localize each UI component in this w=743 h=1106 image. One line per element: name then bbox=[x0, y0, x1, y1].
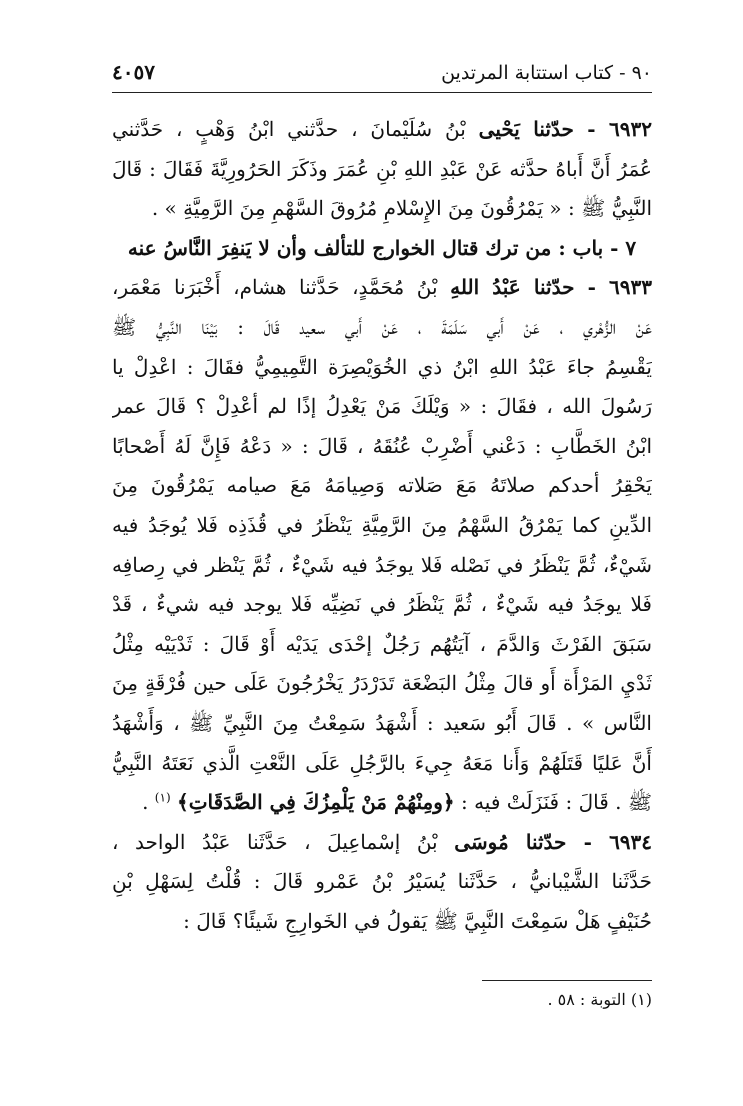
text-line: عَنْ الزُّهْري ، عَنْ أَبي سَلَمَةَ ، عَنْ أَبي سعيد قَالَ : بَيْنَا النَّبِيُّ ﷺ bbox=[112, 314, 652, 339]
text-line: يَحْقِرُ أحدكم صلاتَهُ مَعَ صَلاته وَصِيامَهُ مَعَ صيامه يَمْرُقُونَ مِنَ bbox=[112, 473, 652, 498]
text-line: سَبَقَ الفَرْثَ وَالدَّمَ ، آيَتُهُم رَجُلٌ إحْدَى يَدَيْه أَوْ قَالَ : ثَدْيَيْه مِثْلُ bbox=[112, 631, 652, 656]
line-text: بْنُ مُحَمَّدٍ، حَدَّثنا هشام، أَخْبَرَنا مَعْمَر، bbox=[112, 275, 438, 300]
text-line: النَّاس » . قَالَ أَبُو سَعيد : أَشْهَدُ سَمِعْتُ مِنَ النَّبِيِّ ﷺ ، وَأَشْهَدُ bbox=[112, 710, 652, 735]
text-line bbox=[112, 110, 652, 150]
text-line bbox=[112, 268, 652, 308]
quran-verse: ﴿ومِنْهُمْ مَنْ يَلْمِزُكَ فِي الصَّدَقَاتِ﴾ bbox=[176, 790, 455, 815]
text-line: الدِّينِ كما يَمْرُقُ السَّهْمُ مِنَ الرَّمِيَّةِ يَنْظَرُ في قُذَذِه فَلا يُوجَدُ فيه bbox=[112, 512, 652, 537]
text-line: يَقْسِمُ جاءَ عَبْدُ اللهِ ابْنُ ذي الخُوَيْصِرَة التَّمِيمِيُّ فقَالَ : اعْدِلْ يا bbox=[112, 354, 652, 379]
page-number: ٤٠٥٧ bbox=[112, 60, 155, 84]
main-text bbox=[112, 110, 652, 941]
line-text: بْنُ سُلَيْمانَ ، حدَّثني ابْنُ وَهْبٍ ، حَدَّثني bbox=[112, 117, 466, 141]
text-line: حَدَّثَنا الشَّيْبانيُّ ، حَدَّثَنا يُسَيْرُ بْنُ عَمْرو قَالَ : قُلْتُ لِسَهْلِ بْنِ bbox=[112, 869, 652, 894]
text-line bbox=[112, 823, 652, 863]
text-line bbox=[112, 783, 652, 823]
text-line: ابْنُ الخَطَّابِ : دَعْني أَضْرِبْ عُنُقَهُ ، قَالَ : « دَعْهُ فَإِنَّ لَهُ أَصْحابًا bbox=[112, 433, 652, 458]
text-line: فَلا يوجَدُ فيه شَيْءٌ ، ثُمَّ يَنْظَرُ في نَضِيِّه فَلا يوجد فيه شيءٌ ، قَدْ bbox=[112, 592, 652, 617]
text-line: رَسُولَ الله ، فقَالَ : « وَيْلَكَ مَنْ يَعْدِلُ إذًا لم أعْدِلْ ؟ قَالَ عمر bbox=[112, 394, 652, 419]
text-line: ثَدْيِ المَرْأَة أَو قالَ مِثْلُ البَضْعَة تَدَرْدَرُ يَخْرُجُونَ عَلَى حين فُرْقَةٍ مِنَ bbox=[112, 671, 652, 696]
hadith-number: ٦٩٣٣ - حدّثنا عَبْدُ اللهِ bbox=[450, 275, 652, 300]
hadith-number: ٦٩٣٢ - حدّثنا يَحْيى bbox=[478, 117, 652, 141]
line-text: . bbox=[142, 790, 149, 815]
hadith-number: ٦٩٣٤ - حدّثنا مُوسَى bbox=[454, 829, 652, 854]
running-title: ٩٠ - كتاب استتابة المرتدين bbox=[441, 62, 652, 84]
text-line: النَّبِيُّ ﷺ : « يَمْرُقُونَ مِنَ الإِسْلامِ مُرُوقَ السَّهْمِ مِنَ الرَّمِيَّةِ » . bbox=[151, 196, 652, 221]
running-header bbox=[112, 58, 652, 93]
line-text: بْنُ إسْماعِيلَ ، حَدَّثَنا عَبْدُ الواحد ، bbox=[112, 829, 438, 854]
footnote-marker: (١) bbox=[154, 790, 171, 805]
text-line: حُنَيْفٍ هَلْ سَمِعْتَ النَّبِيَّ ﷺ يَقولُ في الخَوارِجِ شَيئًا؟ قَالَ : bbox=[183, 908, 652, 933]
text-line: شَيْءٌ، ثُمَّ يَنْظَرُ في نَصْله فَلا يوجَدُ فيه شَيْءٌ ، ثُمَّ يَنْظر في رِصافِه bbox=[112, 552, 652, 577]
footnote: (١) التوبة : ٥٨ . bbox=[547, 990, 652, 1009]
footnote-divider bbox=[482, 980, 652, 981]
text-line: عُمَرُ أَنَّ أَباهُ حدَّثه عَنْ عَبْدِ اللهِ بْنِ عُمَرَ وذَكَرَ الحَرُورِيَّةَ فَقَالَ : قَالَ bbox=[112, 156, 652, 181]
line-text: ﷺ . قَالَ : فَنَزَلَتْ فيه : bbox=[454, 790, 652, 815]
chapter-heading: ٧ - باب : من ترك قتال الخوارج للتألف وأن لا يَنفِرَ النَّاسُ عنه bbox=[127, 235, 637, 260]
text-line: أَنَّ عَليًا قَتَلَهُمْ وَأَنا مَعَهُ جِيءَ بالرَّجُلِ عَلَى النَّعْتِ الَّذي نَعَتَهُ النَّبِيُّ bbox=[112, 750, 652, 775]
